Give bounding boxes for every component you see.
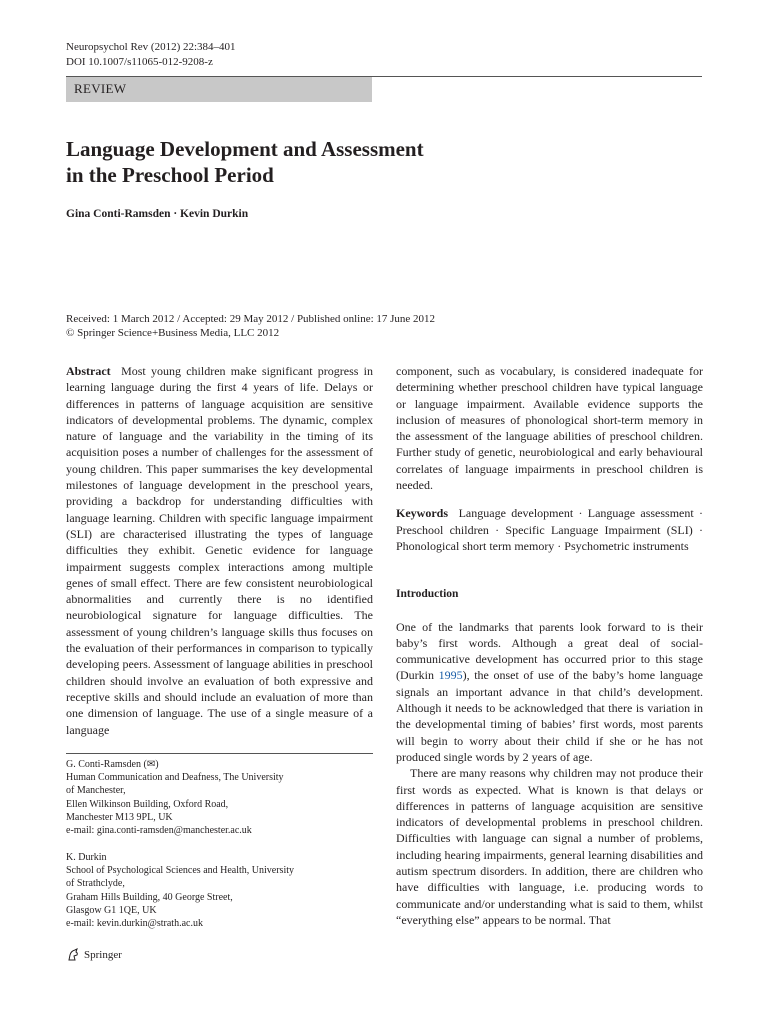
abstract-continuation: component, such as vocabulary, is considered inadequate for determining whether preschool children have typical language or language impairment. Available evidence supports the inclusion of measures of phonological short-term memory in the assessment of the language abilities of preschool children. Further study of genetic, neurobiological and early behavioural correlates of language impairments in preschool children is needed. [396, 364, 703, 493]
introduction-paragraph-1 [396, 619, 703, 766]
intro-text: One of the landmarks that parents look forward to is their baby’s first words. Although a great deal of social-communicative development has occurred prior to this stage (Durkin [396, 619, 703, 683]
publisher-name: Springer [84, 949, 122, 961]
journal-citation: Neuropsychol Rev (2012) 22:384–401 [66, 41, 236, 53]
publisher-footer [66, 948, 122, 962]
title-line-1: Language Development and Assessment [66, 137, 424, 161]
affiliation-conti-ramsden [66, 758, 373, 837]
affiliation-line: Glasgow G1 1QE, UK [66, 904, 157, 916]
citation-link[interactable]: 1995 [438, 668, 463, 683]
affiliation-durkin [66, 851, 373, 930]
affiliation-name: K. Durkin [66, 852, 107, 863]
authors: Gina Conti-Ramsden · Kevin Durkin [66, 208, 249, 220]
keywords-label: Keywords [396, 506, 448, 521]
abstract-label: Abstract [66, 364, 111, 378]
footnote-rule [66, 753, 373, 754]
intro-text: ), the onset of use of the baby’s home language signals an important advance in that child’s development. Although it needs to be acknowledged that there is variation in the developmental timing of babies’ first words, most parents will begin to worry about their child if she or he has not produced single words by 2 years of age. [396, 668, 704, 764]
section-label: REVIEW [74, 81, 127, 96]
affiliation-line: Ellen Wilkinson Building, Oxford Road, [66, 798, 229, 810]
affiliation-line: School of Psychological Sciences and Health, University [66, 865, 295, 877]
abstract [66, 363, 373, 738]
affiliation-email[interactable]: e-mail: kevin.durkin@strath.ac.uk [66, 918, 203, 930]
section-label-bar [66, 77, 372, 102]
left-column [66, 363, 373, 738]
abstract-text: Most young children make significant progress in learning language during the first 4 years of life. Delays or differences in patterns of language acquisition are sensitive indicators of developmental problems. The dynamic, complex nature of language and the variability in the timing of its acquisition poses a number of challenges for the assessment of young children. This paper summarises the key developmental milestones of language development in the preschool years, providing a backdrop for understanding difficulties with language learning. Children with specific language impairment (SLI) are characterised illustrating the types of language difficulties they exhibit. Genetic evidence for language impairment suggests complex interactions among multiple genes of small effect. There are few consistent neurobiological abnormalities and currently there is no identified neurobiological signature for language difficulties. The assessment of young children’s language skills thus focuses on the evaluation of their performances in comparison to typically developing peers. Assessment of language abilities in preschool children should involve an evaluation of both expressive and receptive skills and should include an evaluation of more than one dimension of language. The use of a single measure of a language [66, 364, 374, 737]
right-column [396, 363, 703, 928]
doi[interactable]: DOI 10.1007/s11065-012-9208-z [66, 56, 213, 68]
affiliation-line: Manchester M13 9PL, UK [66, 811, 173, 823]
affiliation-line: of Manchester, [66, 785, 126, 797]
introduction-paragraph-2: There are many reasons why children may not produce their first words as expected. What is known is that delays or differences in patterns of language acquisition are sensitive indicators of developmental problems in preschool children. Difficulties with language can signal a number of problems, including hearing impairments, general learning disabilities and autism spectrum disorders. In addition, there are children who have difficulties with language, i.e. producing words to communicate and/or understanding what is said to them, whilst “everything else” appears to be normal. That [396, 766, 703, 927]
received-dates: Received: 1 March 2012 / Accepted: 29 May 2012 / Published online: 17 June 2012 [66, 313, 436, 325]
introduction-heading: Introduction [396, 588, 459, 601]
keywords [396, 505, 703, 554]
title-line-2: in the Preschool Period [66, 163, 274, 187]
publication-dates [66, 312, 435, 340]
copyright: © Springer Science+Business Media, LLC 2012 [66, 327, 280, 339]
affiliation-line: Graham Hills Building, 40 George Street, [66, 891, 233, 903]
article-title [66, 136, 424, 188]
affiliation-email[interactable]: e-mail: gina.conti-ramsden@manchester.ac.uk [66, 825, 252, 837]
affiliation-line: Human Communication and Deafness, The University [66, 772, 284, 784]
journal-header [66, 40, 236, 70]
keywords-text: Language development · Language assessment · Preschool children · Specific Language Impairment (SLI) · Phonological short term memory · Psychometric instruments [396, 506, 703, 553]
affiliation-name: G. Conti-Ramsden (✉) [66, 759, 159, 770]
affiliation-line: of Strathclyde, [66, 878, 125, 890]
springer-horse-icon [66, 948, 80, 962]
